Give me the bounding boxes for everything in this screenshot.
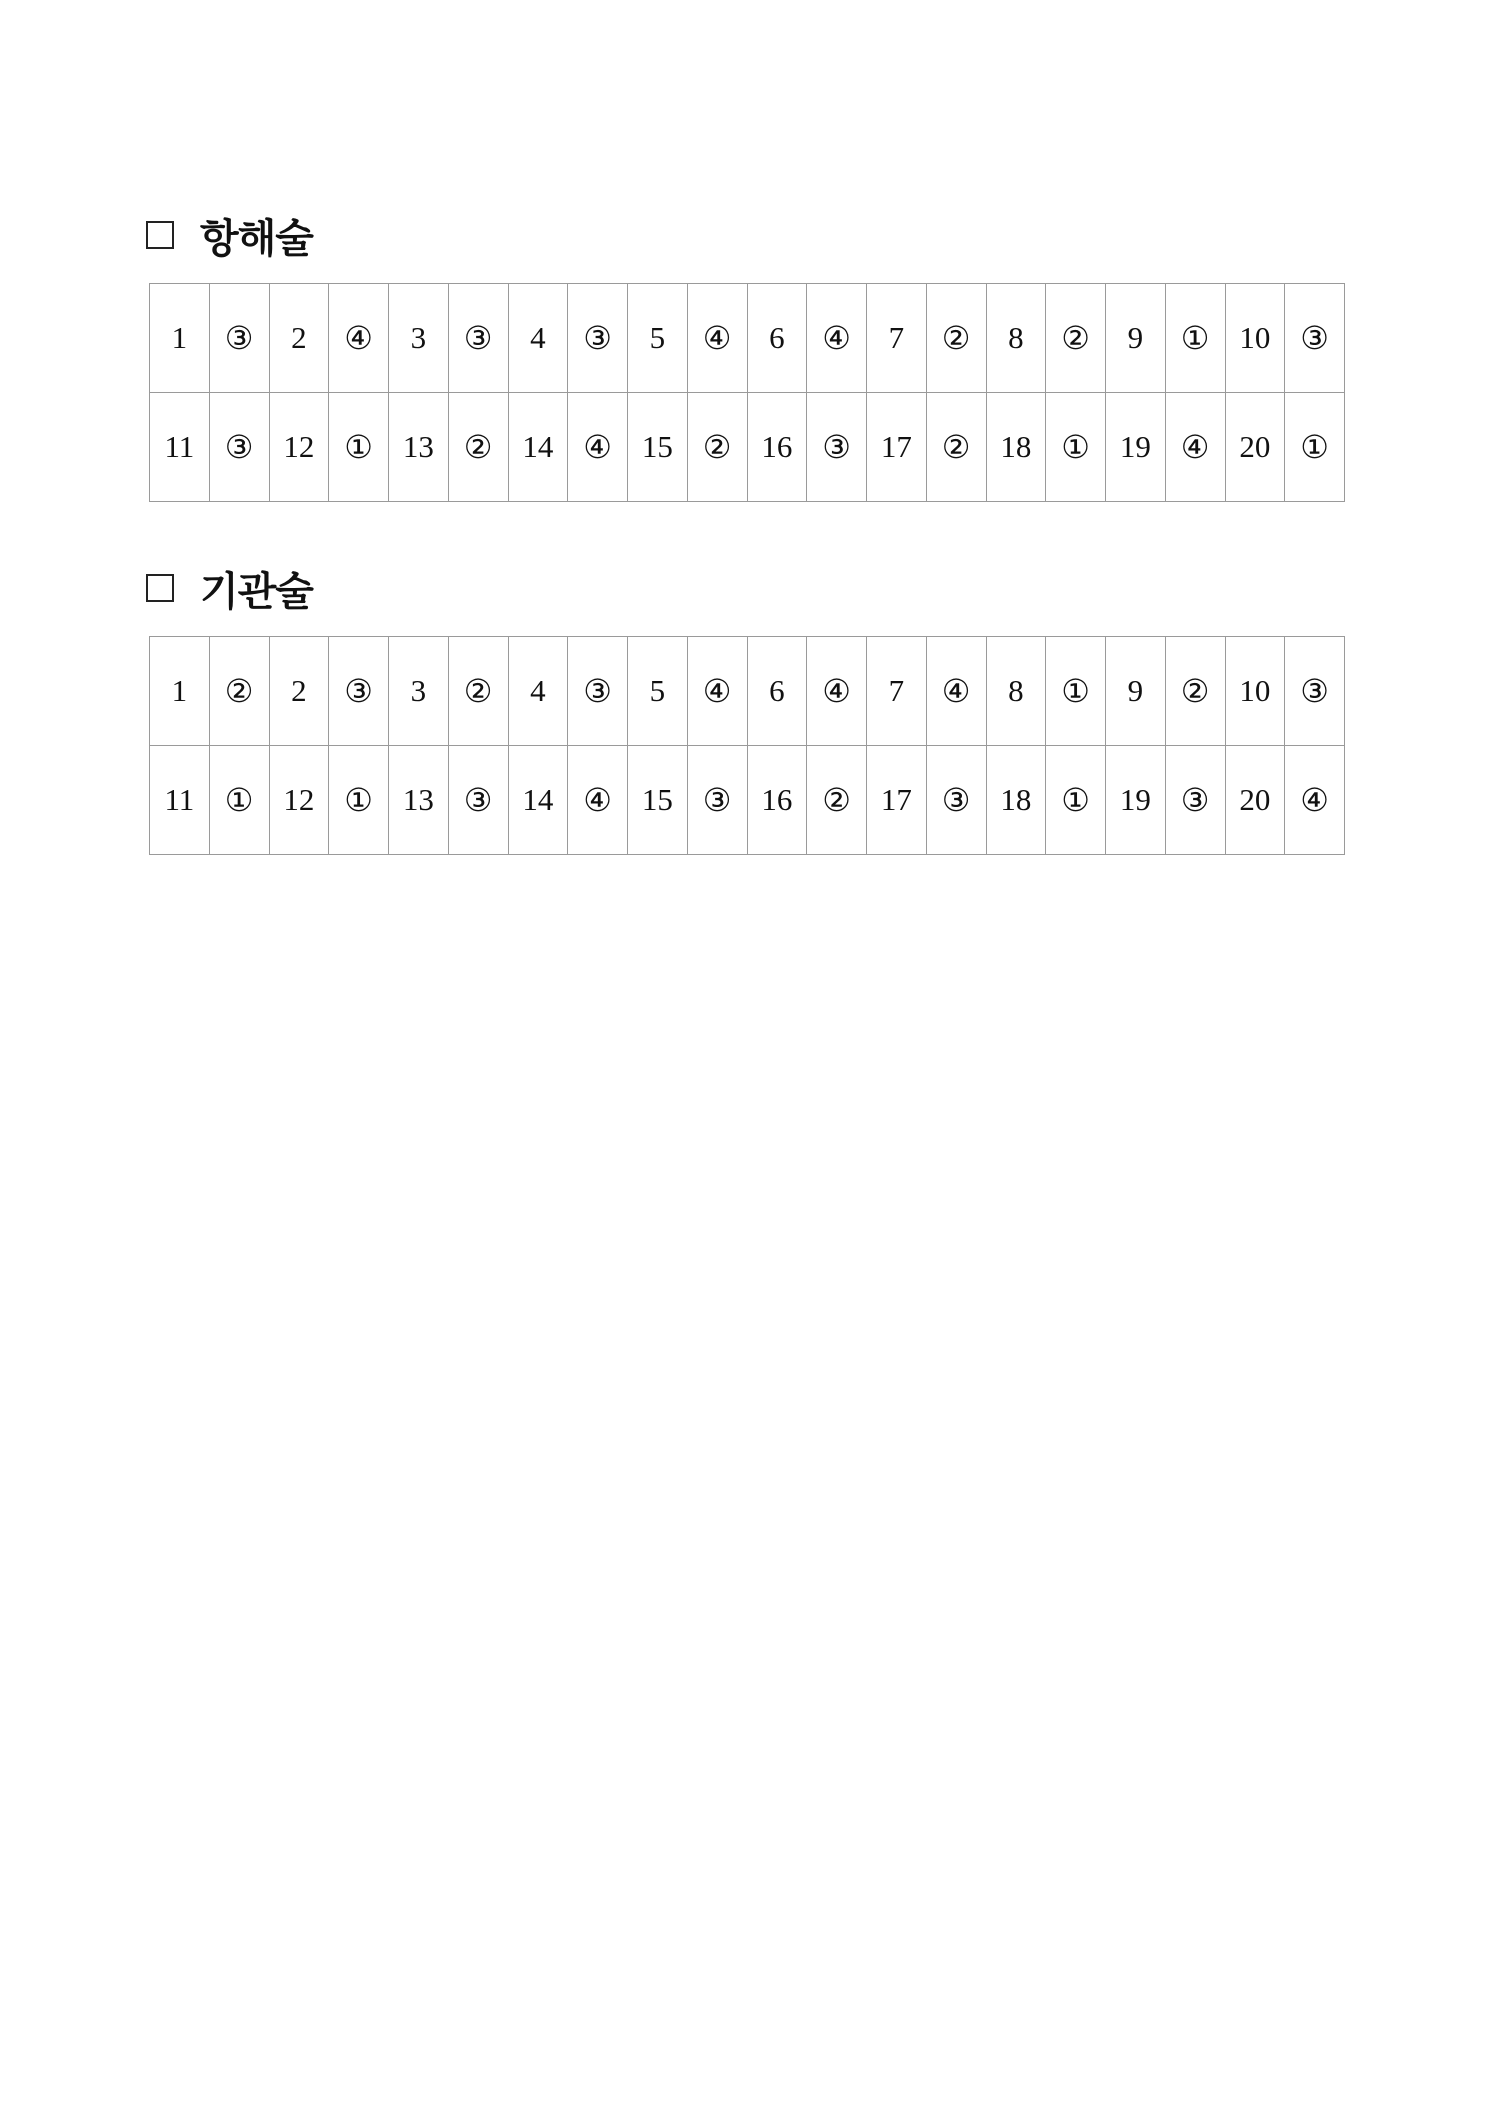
answer-choice: ② bbox=[926, 393, 986, 502]
question-number: 19 bbox=[1106, 393, 1166, 502]
question-number: 20 bbox=[1225, 746, 1285, 855]
answer-choice: ② bbox=[448, 393, 508, 502]
question-number: 9 bbox=[1106, 284, 1166, 393]
answer-table-engineering bbox=[149, 636, 1345, 855]
section-title-navigation bbox=[146, 210, 313, 260]
table-row bbox=[150, 393, 1345, 502]
answer-choice: ② bbox=[448, 637, 508, 746]
question-number: 19 bbox=[1106, 746, 1166, 855]
answer-choice: ② bbox=[1165, 637, 1225, 746]
question-number: 14 bbox=[508, 393, 568, 502]
question-number: 10 bbox=[1225, 637, 1285, 746]
question-number: 20 bbox=[1225, 393, 1285, 502]
answer-choice: ② bbox=[687, 393, 747, 502]
answer-choice: ③ bbox=[568, 637, 628, 746]
answer-choice: ① bbox=[329, 746, 389, 855]
section-title-engineering bbox=[146, 563, 313, 613]
question-number: 3 bbox=[389, 637, 449, 746]
answer-choice: ② bbox=[1046, 284, 1106, 393]
question-number: 14 bbox=[508, 746, 568, 855]
answer-choice: ③ bbox=[926, 746, 986, 855]
section-heading: 항해술 bbox=[200, 215, 313, 262]
question-number: 9 bbox=[1106, 637, 1166, 746]
answer-choice: ③ bbox=[448, 746, 508, 855]
question-number: 3 bbox=[389, 284, 449, 393]
table-row bbox=[150, 746, 1345, 855]
table-row bbox=[150, 284, 1345, 393]
question-number: 7 bbox=[867, 284, 927, 393]
answer-choice: ① bbox=[1046, 637, 1106, 746]
question-number: 2 bbox=[269, 637, 329, 746]
answer-choice: ③ bbox=[448, 284, 508, 393]
answer-table-navigation bbox=[149, 283, 1345, 502]
question-number: 16 bbox=[747, 393, 807, 502]
answer-choice: ③ bbox=[209, 393, 269, 502]
answer-choice: ③ bbox=[329, 637, 389, 746]
answer-choice: ③ bbox=[1165, 746, 1225, 855]
answer-choice: ④ bbox=[1165, 393, 1225, 502]
question-number: 2 bbox=[269, 284, 329, 393]
question-number: 15 bbox=[628, 746, 688, 855]
answer-choice: ① bbox=[1285, 393, 1345, 502]
section-heading: 기관술 bbox=[200, 568, 313, 615]
answer-choice: ④ bbox=[1285, 746, 1345, 855]
question-number: 1 bbox=[150, 284, 210, 393]
answer-choice: ① bbox=[1165, 284, 1225, 393]
question-number: 18 bbox=[986, 393, 1046, 502]
question-number: 7 bbox=[867, 637, 927, 746]
answer-choice: ④ bbox=[687, 284, 747, 393]
question-number: 10 bbox=[1225, 284, 1285, 393]
question-number: 15 bbox=[628, 393, 688, 502]
question-number: 6 bbox=[747, 284, 807, 393]
answer-choice: ① bbox=[1046, 746, 1106, 855]
question-number: 13 bbox=[389, 746, 449, 855]
answer-choice: ④ bbox=[807, 284, 867, 393]
question-number: 17 bbox=[867, 393, 927, 502]
answer-choice: ③ bbox=[209, 284, 269, 393]
answer-choice: ④ bbox=[807, 637, 867, 746]
answer-choice: ② bbox=[209, 637, 269, 746]
answer-choice: ④ bbox=[687, 637, 747, 746]
answer-choice: ① bbox=[1046, 393, 1106, 502]
question-number: 17 bbox=[867, 746, 927, 855]
question-number: 5 bbox=[628, 637, 688, 746]
answer-choice: ① bbox=[209, 746, 269, 855]
answer-choice: ① bbox=[329, 393, 389, 502]
question-number: 6 bbox=[747, 637, 807, 746]
table-row bbox=[150, 637, 1345, 746]
question-number: 12 bbox=[269, 393, 329, 502]
question-number: 5 bbox=[628, 284, 688, 393]
question-number: 12 bbox=[269, 746, 329, 855]
answer-choice: ④ bbox=[926, 637, 986, 746]
question-number: 8 bbox=[986, 637, 1046, 746]
answer-choice: ③ bbox=[687, 746, 747, 855]
answer-choice: ③ bbox=[807, 393, 867, 502]
question-number: 8 bbox=[986, 284, 1046, 393]
question-number: 16 bbox=[747, 746, 807, 855]
answer-choice: ④ bbox=[568, 746, 628, 855]
answer-choice: ③ bbox=[568, 284, 628, 393]
checkbox-square-icon bbox=[146, 221, 174, 249]
answer-choice: ② bbox=[807, 746, 867, 855]
question-number: 4 bbox=[508, 637, 568, 746]
question-number: 18 bbox=[986, 746, 1046, 855]
answer-choice: ③ bbox=[1285, 637, 1345, 746]
answer-choice: ④ bbox=[568, 393, 628, 502]
question-number: 11 bbox=[150, 393, 210, 502]
question-number: 13 bbox=[389, 393, 449, 502]
checkbox-square-icon bbox=[146, 574, 174, 602]
question-number: 1 bbox=[150, 637, 210, 746]
answer-choice: ③ bbox=[1285, 284, 1345, 393]
question-number: 4 bbox=[508, 284, 568, 393]
answer-choice: ② bbox=[926, 284, 986, 393]
answer-choice: ④ bbox=[329, 284, 389, 393]
question-number: 11 bbox=[150, 746, 210, 855]
